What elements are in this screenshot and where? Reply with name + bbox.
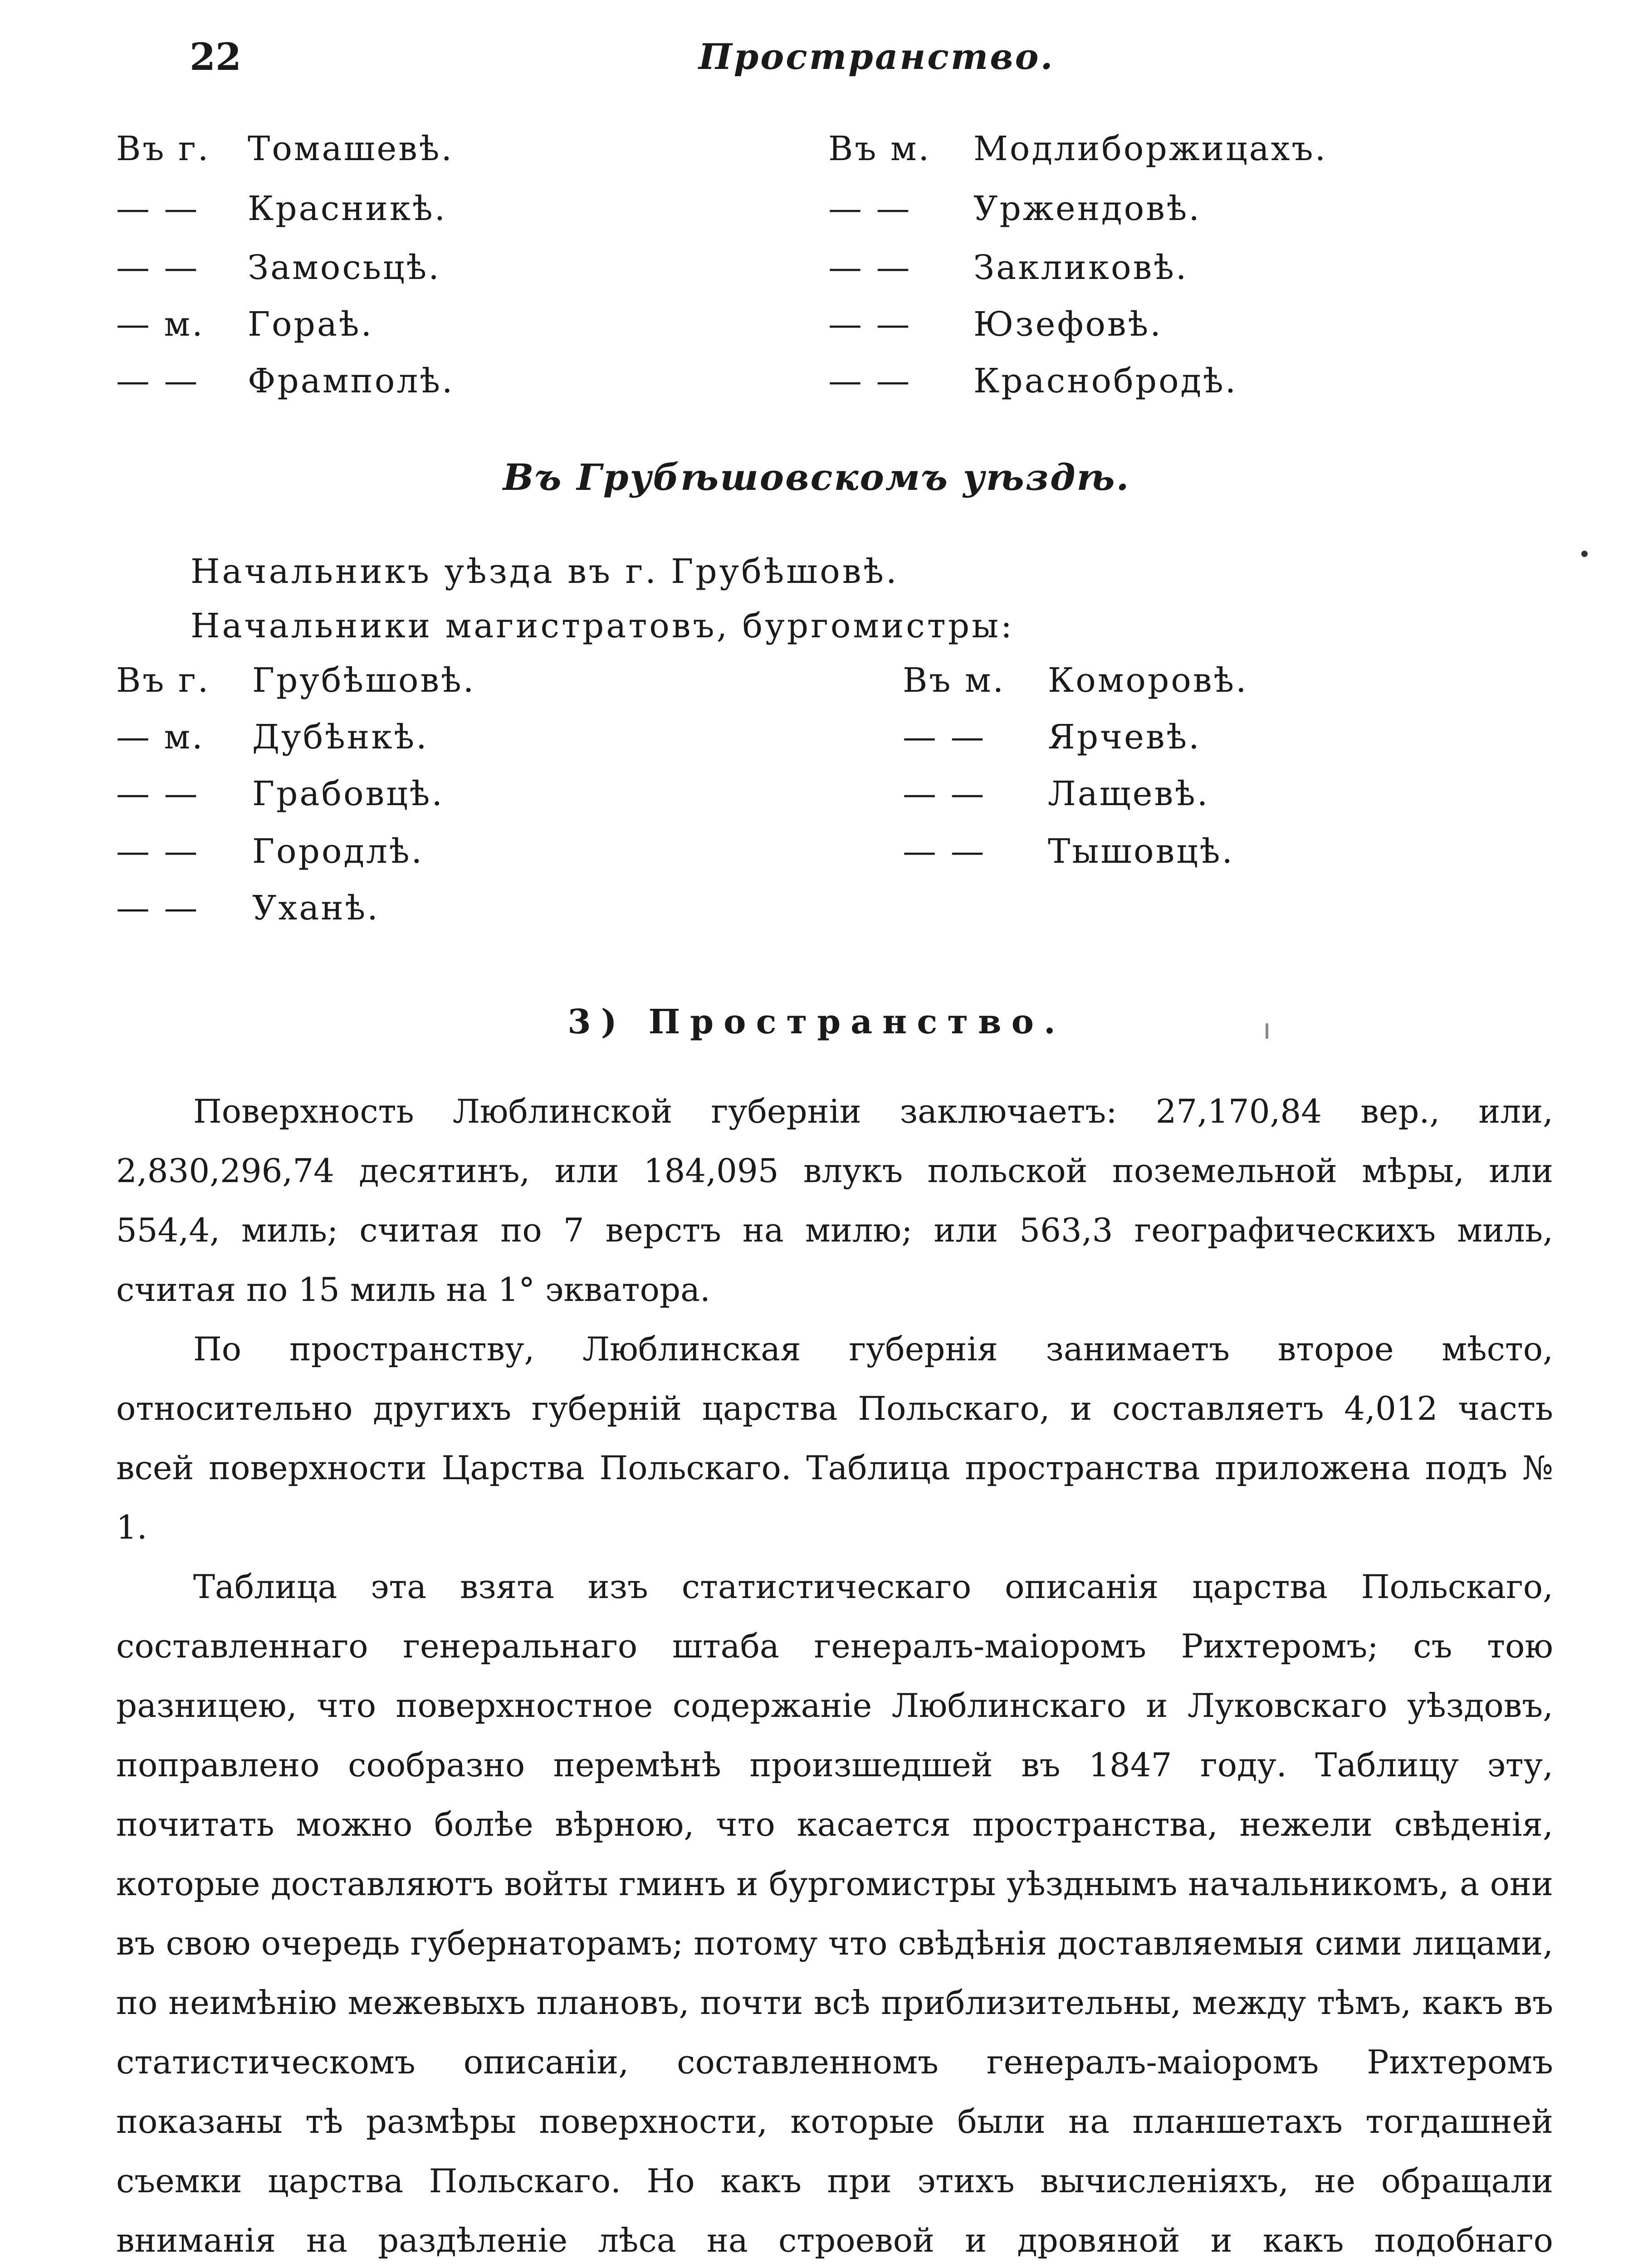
town-entry: — — Замосьцѣ. <box>116 248 441 287</box>
paragraph-1: Поверхность Люблинской губерніи заключаетъ: 27,170,84 вер., или, 2,830,296,74 десятинъ, или 184,095 влукъ польской поземельной мѣры, или 554,4, миль; считая по 7 верстъ на милю; или 563,3 географическихъ миль, считая по 15 миль на 1° экватора. <box>116 1092 1553 1309</box>
town-entry: — — Тышовцѣ. <box>903 832 1234 871</box>
town-entry: — — Уржендовѣ. <box>828 189 1201 228</box>
town-entry: — — Закликовѣ. <box>828 248 1188 287</box>
town-entry: — — Уханѣ. <box>116 889 380 928</box>
town-entry: — — Фрамполѣ. <box>116 362 455 401</box>
town-entry: — м. Горaѣ. <box>116 305 374 344</box>
page-number: 22 <box>190 35 242 79</box>
town-entry: — м. Дубѣнкѣ. <box>116 718 429 757</box>
body-text <box>116 1082 1553 2268</box>
magistrates-line: Начальники магистратовъ, бургомистры: <box>191 606 1014 645</box>
paragraph-2: По пространству, Люблинская губернія занимаетъ второе мѣсто, относительно другихъ губерній царства Польскаго, и составляетъ 4,012 часть всей поверхности Царства Польскаго. Таблица пространства приложена подъ № 1. <box>116 1330 1553 1546</box>
print-speck <box>1581 551 1588 557</box>
district-chief-line: Начальникъ уѣзда въ г. Грубѣшовѣ. <box>191 552 899 591</box>
town-entry: — — Ярчевѣ. <box>903 718 1201 757</box>
town-entry: Въ м. Коморовѣ. <box>903 661 1248 700</box>
section-title: 3) Пространство. <box>567 1002 1066 1041</box>
town-entry: Въ м. Модлиборжицахъ. <box>828 129 1328 168</box>
district-heading: Въ Грубѣшовскомъ уѣздѣ. <box>503 456 1130 499</box>
paragraph-3: Таблица эта взята изъ статистическаго описанія царства Польскаго, составленнаго генеральнаго штаба генералъ-маіоромъ Рихтеромъ; съ тою разницею, что поверхностное содержаніе Люблинскаго и Луковскаго уѣздовъ, поправлено сообразно перемѣнѣ произшедшей въ 1847 году. Таблицу эту, почитать можно болѣе вѣрною, что касается пространства, нежели свѣденія, которые доставляютъ войты гминъ и бургомистры уѣзднымъ начальникомъ, а они въ свою очередь губернаторамъ; потому что свѣдѣнія доставляемыя сими лицами, по неимѣнію межевыхъ плановъ, почти всѣ приблизительны, между тѣмъ, какъ въ статистическомъ описаніи, составленномъ генералъ-маіоромъ Рихтеромъ показаны тѣ размѣры поверхности, которые были на планшетахъ тогдашней съемки царства Польскаго. Но какъ при этихъ вычисленіяхъ, не обращали вниманія на раздѣленіе лѣса на строевой и дровяной и какъ подобнаго <box>116 1568 1553 2259</box>
town-entry: Въ г. Томашевѣ. <box>116 129 454 168</box>
town-entry: — — Красникѣ. <box>116 189 447 228</box>
town-entry: Въ г. Грубѣшовѣ. <box>116 661 476 700</box>
town-entry: — — Лащевѣ. <box>903 774 1210 813</box>
town-entry: — — Грабовцѣ. <box>116 774 444 813</box>
town-entry: — — Городлѣ. <box>116 832 424 871</box>
town-entry: — — Юзефовѣ. <box>828 305 1163 344</box>
town-entry: — — Краснобродѣ. <box>828 362 1238 401</box>
running-title: Пространство. <box>699 36 1055 78</box>
